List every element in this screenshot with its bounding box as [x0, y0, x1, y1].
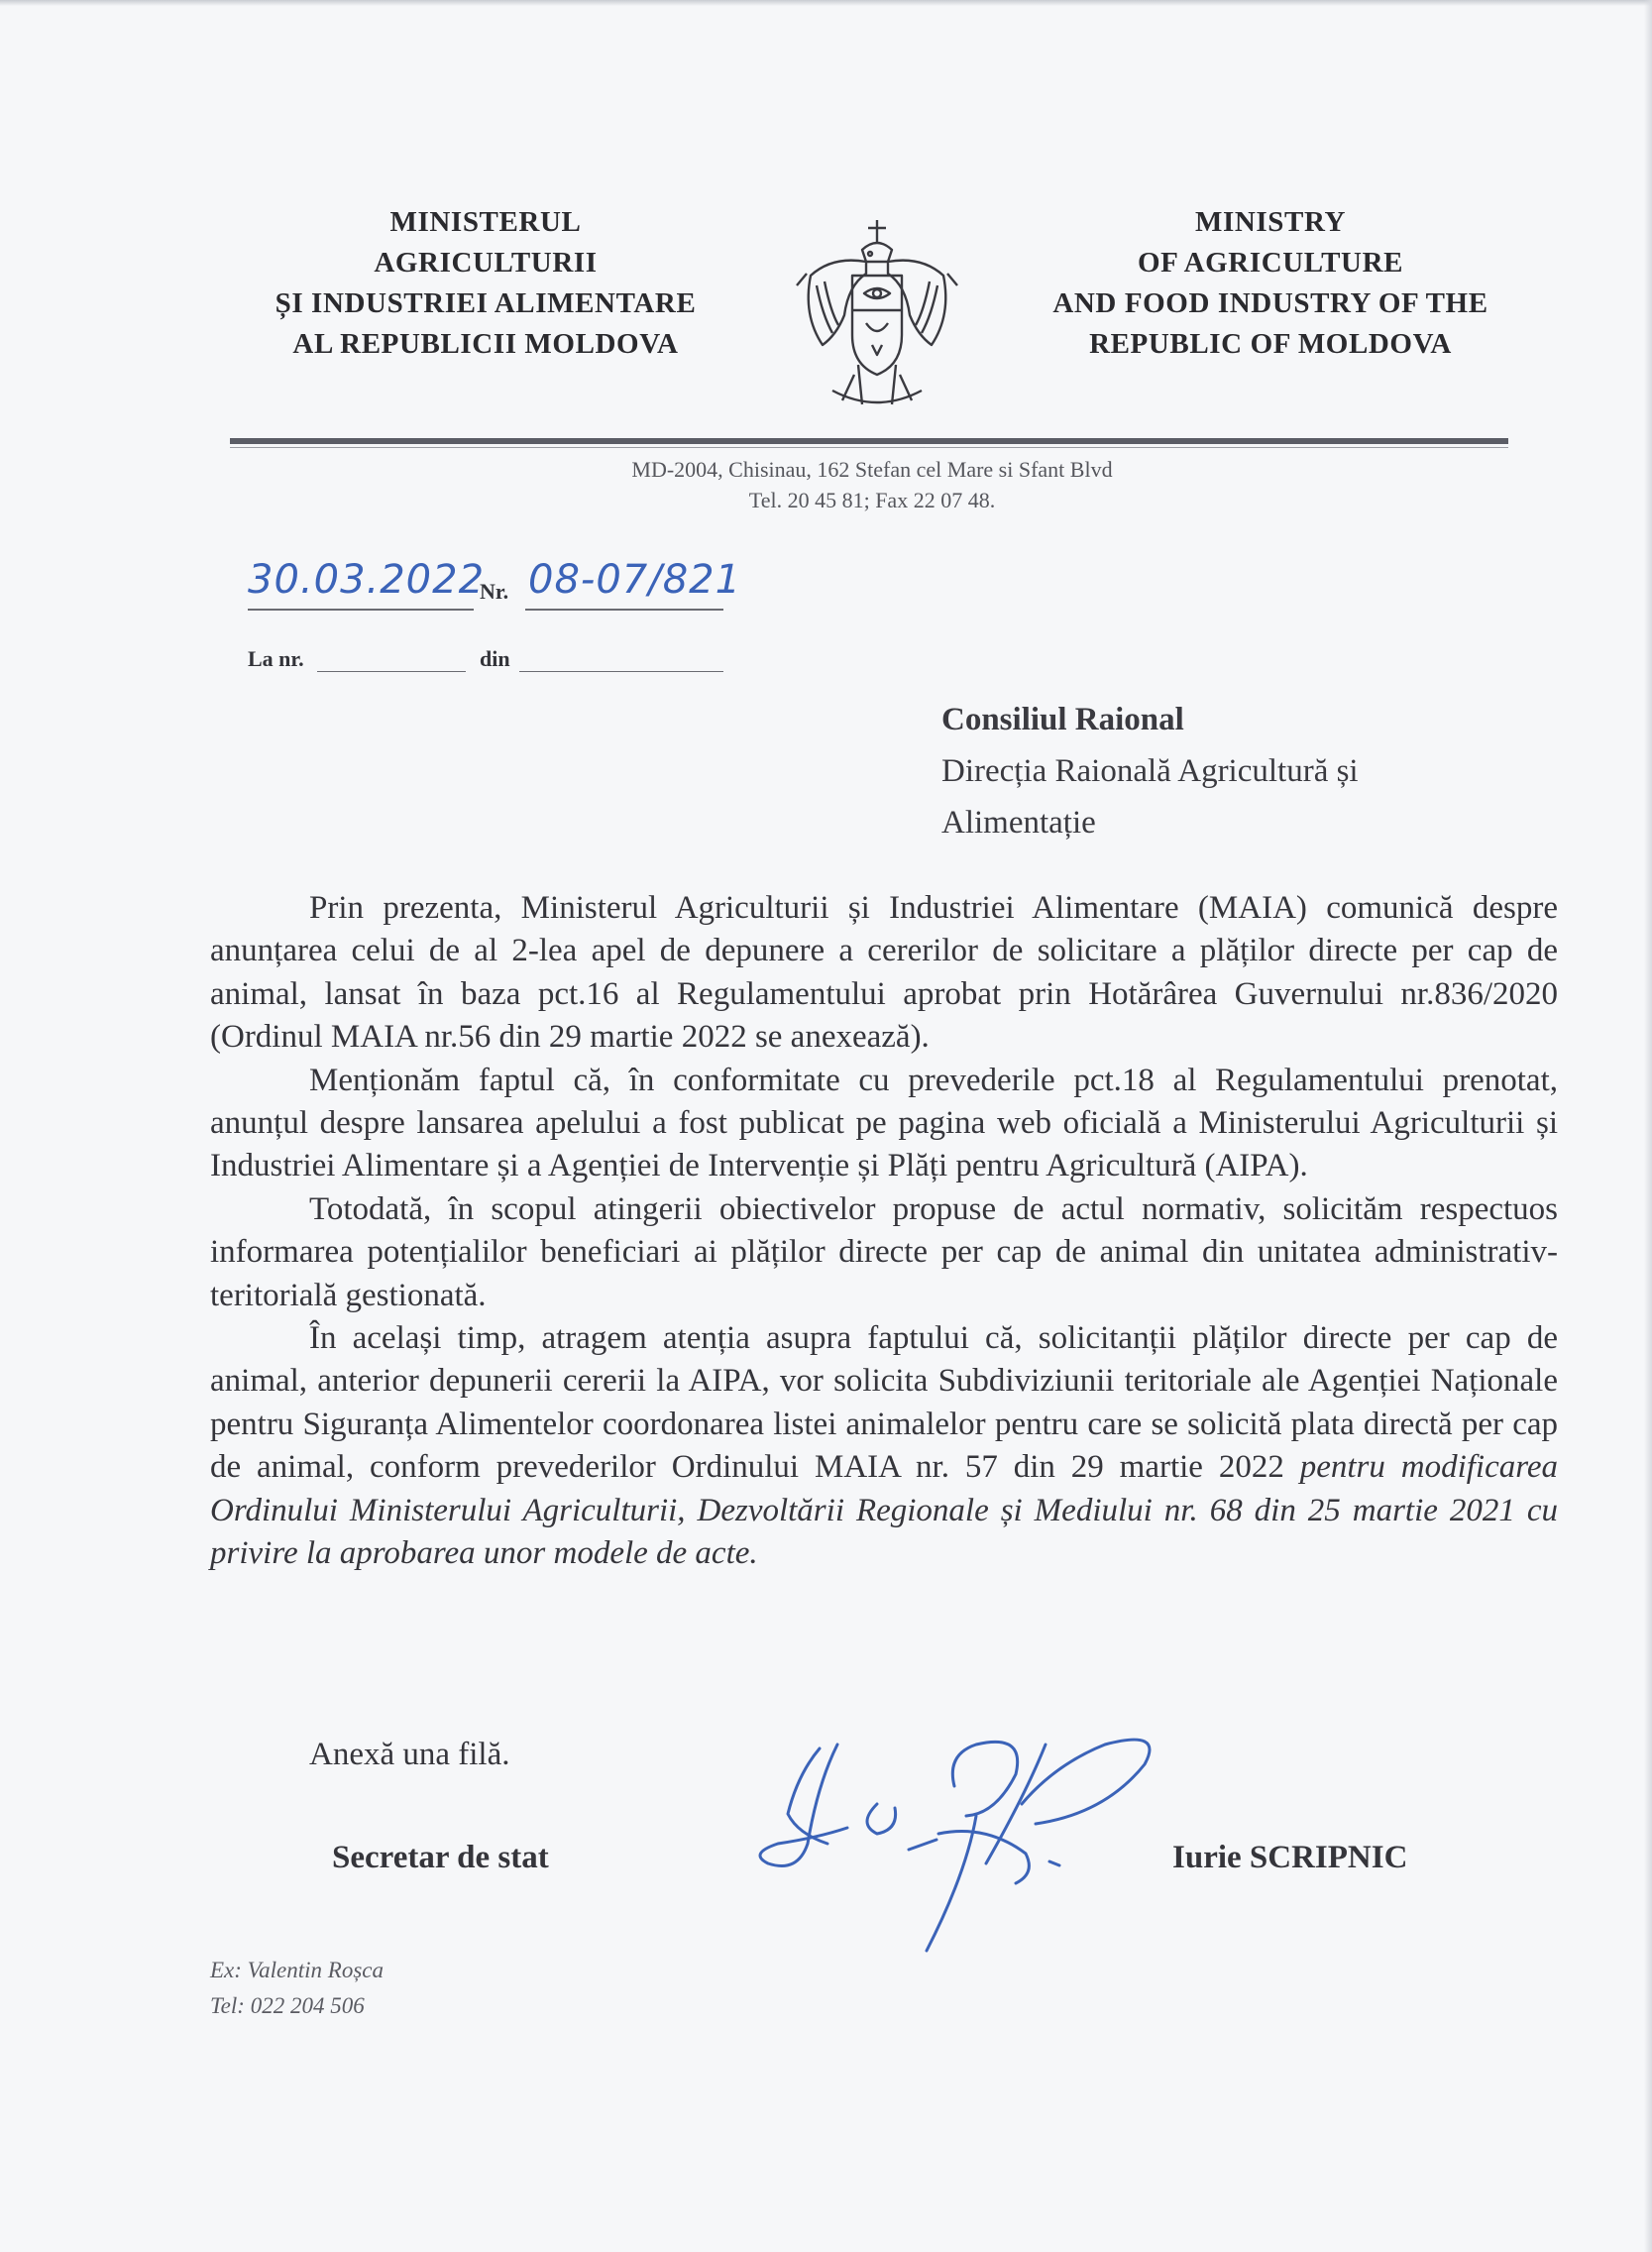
- handwritten-date: 30.03.2022: [248, 557, 486, 603]
- header-english: [1003, 202, 1538, 365]
- paragraph-italic-text: pentru modificarea Ordinului Ministerului Agriculturii, Dezvoltării Regionale și Mediului nr. 68 din 25 martie 2021 cu privire la aprobarea unor modele de acte.: [210, 1449, 1559, 1572]
- annex-note: Anexă una filă.: [309, 1737, 510, 1772]
- header-left-line: AGRICULTURII: [374, 247, 598, 279]
- signer-name: Iurie SCRIPNIC: [1172, 1840, 1408, 1875]
- scan-edge-right: [1644, 0, 1652, 2252]
- signer-title: Secretar de stat: [332, 1840, 549, 1875]
- header-right-line: REPUBLIC OF MOLDOVA: [1089, 328, 1452, 360]
- paragraph: Prin prezenta, Ministerul Agriculturii și Industriei Alimentare (MAIA) comunică despre anunțarea celui de al 2-lea apel de depunere a cererilor de solicitare a plăților directe per cap de animal, lansat în baza pct.16 al Regulamentului aprobat prin Hotărârea Guvernului nr.836/2020 (Ordinul MAIA nr.56 din 29 martie 2022 se anexează).: [210, 890, 1558, 1056]
- paragraph: Menționăm faptul că, în conformitate cu prevederile pct.18 al Regulamentului prenotat, anunțul despre lansarea apelului a fost publicat pe pagina web oficială a Ministerului Agriculturii și Industriei Alimentare și a Agenției de Intervenție și Plăți pentru Agricultură (AIPA).: [210, 1062, 1558, 1184]
- header-left-line: ȘI INDUSTRIEI ALIMENTARE: [275, 287, 697, 319]
- paragraph: Totodată, în scopul atingerii obiectivelor propuse de actul normativ, solicităm respectuos informarea potențialilor beneficiari ai plăților directe per cap de animal din unitatea administrativ-teritorială gestionată.: [210, 1190, 1558, 1313]
- contact-block: [426, 454, 1318, 515]
- header-romanian: [228, 202, 743, 365]
- header-right-line: AND FOOD INDUSTRY OF THE: [1052, 287, 1488, 319]
- addressee-line: Consiliul Raional: [941, 702, 1184, 737]
- din-blank: [519, 671, 723, 672]
- header-divider: [230, 438, 1508, 444]
- address-line: MD-2004, Chisinau, 162 Stefan cel Mare si Sfant Blvd: [631, 457, 1113, 482]
- paragraph: [210, 1317, 1558, 1575]
- header-right-line: MINISTRY: [1194, 206, 1347, 238]
- header-right-line: OF AGRICULTURE: [1137, 247, 1404, 279]
- addressee-line: Alimentație: [941, 805, 1096, 841]
- paragraph-text: În același timp, atragem atenția asupra faptului că, solicitanții plăților directe per cap de animal, anterior depunerii cererii la AIPA, vor solicita Subdiviziunii teritoriale ale Agenției Naționale pentru Siguranța Alimentelor coordonarea listei animalelor pentru care se solicită plata directă per cap de animal, conform prevederilor Ordinului MAIA nr. 57 din 29 martie 2022: [210, 1320, 1558, 1486]
- executor-name: Ex: Valentin Roșca: [210, 1958, 385, 1982]
- nr-label: Nr.: [480, 579, 509, 604]
- coat-of-arms-icon: [793, 216, 961, 414]
- executor-block: [210, 1953, 384, 2024]
- header-left-line: AL REPUBLICII MOLDOVA: [292, 328, 679, 360]
- la-nr-label: La nr.: [248, 646, 304, 671]
- date-underline: [248, 609, 474, 611]
- handwritten-reference-number: 08-07/821: [528, 557, 742, 603]
- header-left-line: MINISTERUL: [389, 206, 582, 238]
- scan-edge-top: [0, 0, 1652, 6]
- header-divider-thin: [230, 447, 1508, 448]
- la-nr-blank: [317, 671, 466, 672]
- nr-underline: [525, 609, 723, 611]
- phone-fax-line: Tel. 20 45 81; Fax 22 07 48.: [748, 488, 996, 512]
- addressee-line: Direcția Raională Agricultură și: [941, 753, 1359, 789]
- executor-phone: Tel: 022 204 506: [210, 1993, 365, 2018]
- addressee-block: [941, 694, 1359, 848]
- letter-body: [210, 887, 1558, 1576]
- signature-icon: [728, 1705, 1194, 1972]
- din-label: din: [480, 646, 510, 671]
